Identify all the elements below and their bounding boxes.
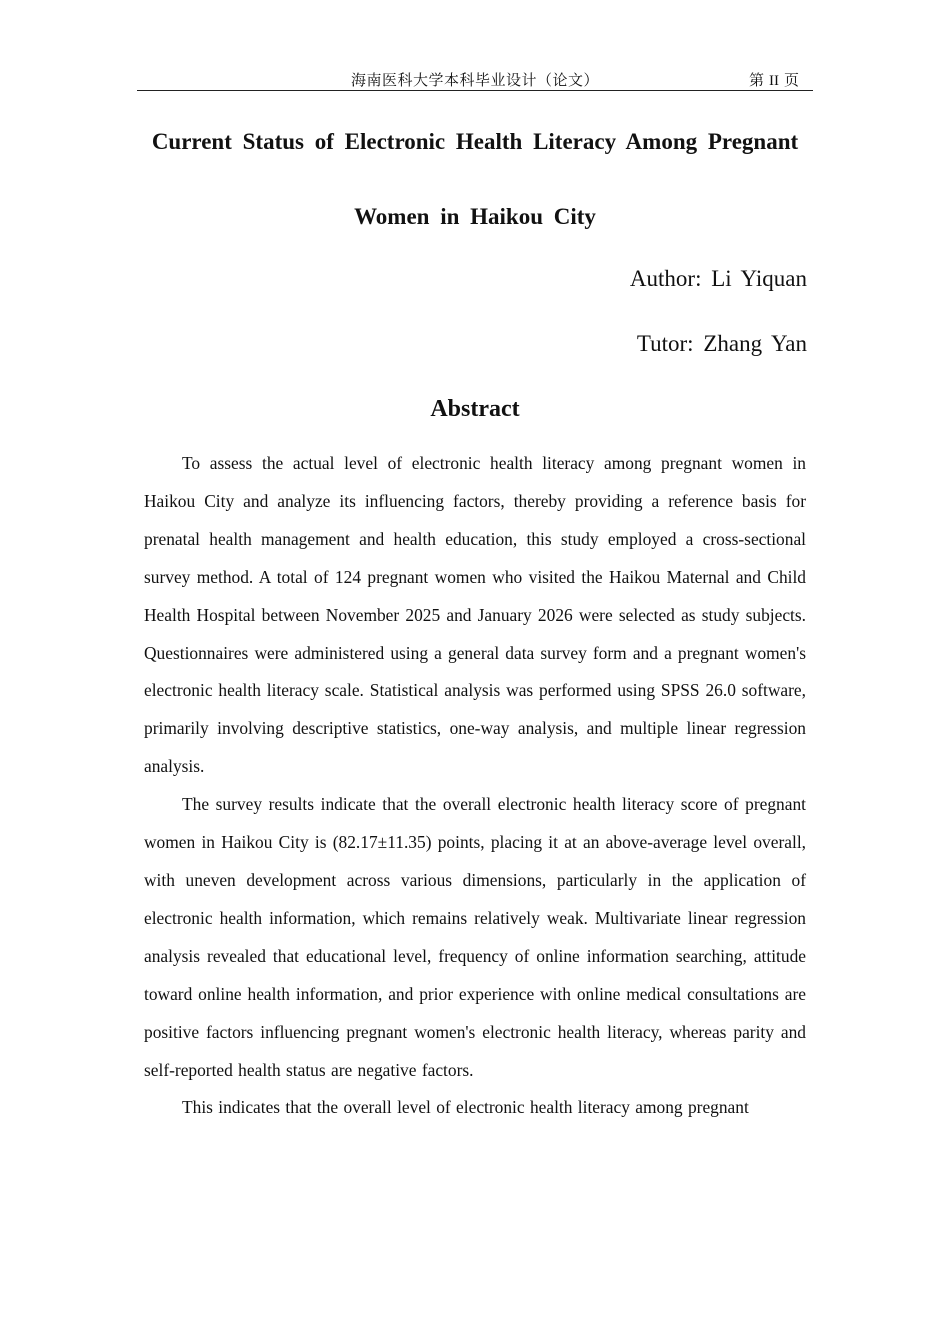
header-page-number [749, 69, 799, 90]
header-page-suffix: 页 [783, 73, 799, 89]
header-school-name: 海南医科大学本科毕业设计（论文） [350, 73, 599, 89]
running-header [137, 66, 813, 91]
tutor-line: Tutor: Zhang Yan [636, 331, 807, 356]
abstract-body [144, 445, 806, 1127]
author-line: Author: Li Yiquan [629, 266, 807, 291]
abstract-paragraph-2: The survey results indicate that the overall electronic health literacy score of pregnant women in Haikou City is (82.17±11.35) points, placing it at an above-average level overall, with uneven development across various dimensions, particularly in the application of electronic health information, which remains relatively weak. Multivariate linear regression analysis revealed that educational level, frequency of online information searching, attitude toward online health information, and prior experience with online medical consultations are positive factors influencing pregnant women's electronic health literacy, whereas parity and self-reported health status are negative factors. [144, 794, 806, 1080]
abstract-paragraph-3: This indicates that the overall level of electronic health literacy among pregnant [182, 1097, 749, 1118]
paper-title: Current Status of Electronic Health Literacy Among Pregnant Women in Haikou City [151, 129, 799, 229]
header-page-numeral: II [768, 73, 779, 89]
header-page-prefix: 第 [748, 73, 764, 89]
abstract-paragraph-1: To assess the actual level of electronic health literacy among pregnant women in Haikou City and analyze its influencing factors, thereby providing a reference basis for prenatal health management and health education, this study employed a cross-sectional survey method. A total of 124 pregnant women who visited the Haikou Maternal and Child Health Hospital between November 2025 and January 2026 were selected as study subjects. Questionnaires were administered using a general data survey form and a pregnant women's electronic health literacy scale. Statistical analysis was performed using SPSS 26.0 software, primarily involving descriptive statistics, one-way analysis, and multiple linear regression analysis. [144, 453, 806, 777]
abstract-heading: Abstract [430, 396, 520, 422]
